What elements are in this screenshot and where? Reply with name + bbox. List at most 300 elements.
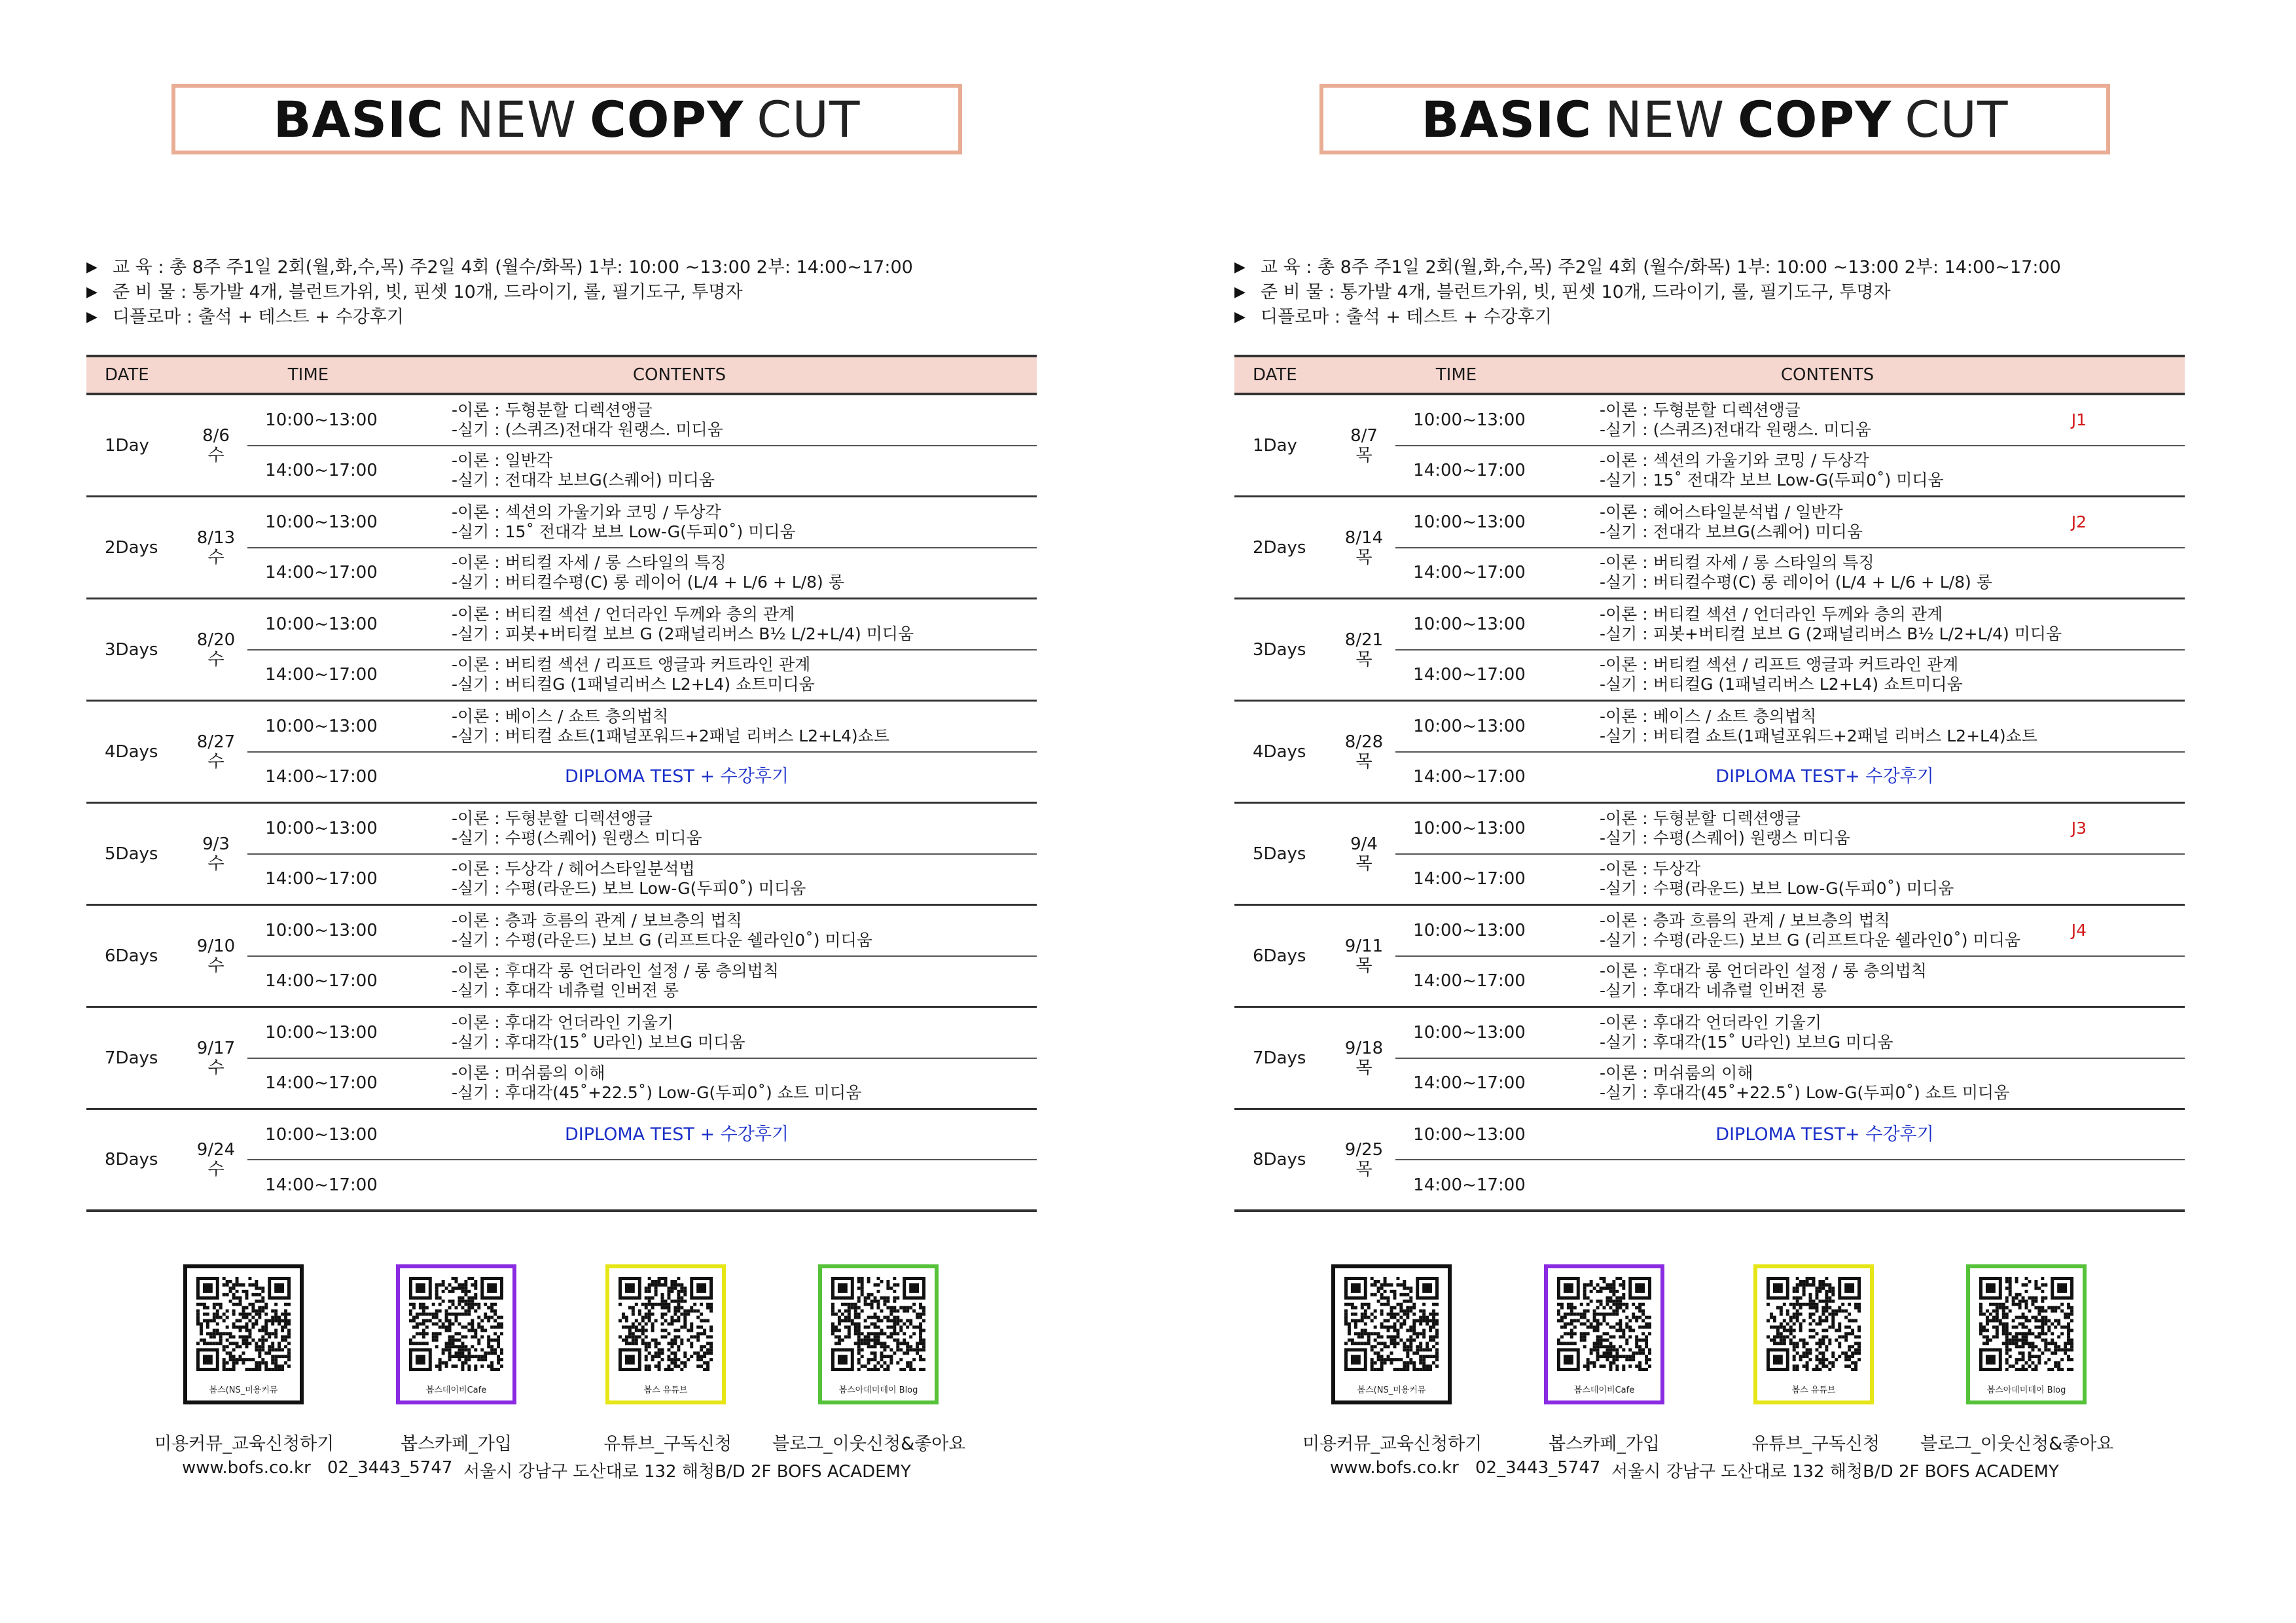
session-contents — [395, 553, 1037, 592]
session-contents — [1543, 401, 2185, 440]
content-line: -실기 : 버티컬G (1패널리버스 L2+L4) 쇼트미디움 — [452, 675, 815, 694]
content-line: -이론 : 두형분할 디렉션앵글 — [452, 400, 653, 419]
info-line — [1234, 255, 2203, 280]
session-time: 10:00~13:00 — [265, 716, 378, 736]
session-contents — [1543, 859, 2185, 899]
title-word-new: NEW — [457, 90, 577, 149]
info-text: 준 비 물 : 통가발 4개, 블런트가위, 빗, 핀셋 10개, 드라이기, 롤, 필기도구, 투명자 — [113, 282, 743, 302]
content-line: -이론 : 버티컬 섹션 / 리프트 앵글과 커트라인 관계 — [1600, 655, 1959, 675]
content-line: -이론 : 후대각 롱 언더라인 설정 / 롱 층의법칙 — [1600, 961, 1927, 981]
session-contents — [395, 1063, 1037, 1103]
qr-code-icon — [831, 1275, 925, 1373]
date-value: 9/18 — [1344, 1038, 1384, 1058]
session-contents — [1543, 809, 2185, 848]
content-line: -실기 : 수평(스퀘어) 원랭스 미디움 — [452, 828, 702, 847]
table-row — [86, 395, 1037, 497]
content-line: -이론 : 두형분할 디렉션앵글 — [1600, 400, 1801, 419]
qr-caption: 봅스데이비Cafe — [1573, 1385, 1635, 1395]
weekday-value: 목 — [1355, 547, 1372, 567]
content-line: -실기 : 후대각 네츄럴 인버젼 롱 — [1600, 981, 1827, 1001]
session-time: 10:00~13:00 — [265, 410, 378, 430]
date-cell — [185, 804, 247, 904]
header-date: DATE — [105, 365, 149, 385]
qr-code-icon — [1557, 1275, 1651, 1373]
content-line: -이론 : 헤어스타일분석법 / 일반각 — [1600, 502, 1843, 522]
diploma-test-text: DIPLOMA TEST+ 수강후기 — [1715, 1124, 1934, 1145]
triangle-bullet-icon: ▶ — [1234, 309, 1246, 325]
session-row — [247, 446, 1037, 496]
date-value: 8/27 — [196, 732, 236, 752]
table-row — [1234, 1008, 2185, 1110]
session-row — [1395, 957, 2185, 1007]
session-row — [1395, 855, 2185, 904]
session-time: 14:00~17:00 — [1413, 665, 1526, 685]
table-row — [1234, 1110, 2185, 1212]
qr-label-link[interactable]: 봅스카페_가입 — [1549, 1434, 1660, 1454]
content-line: -이론 : 층과 흐름의 관계 / 보브층의 법칙 — [452, 910, 742, 930]
title-word-copy: COPY — [1738, 90, 1892, 149]
qr-label-link[interactable]: 블로그_이웃신청&좋아요 — [772, 1434, 966, 1454]
session-contents — [1543, 707, 2185, 746]
content-line: -실기 : 전대각 보브G(스퀘어) 미디움 — [1600, 522, 1863, 541]
weekday-value: 수 — [207, 751, 224, 772]
qr-label-link[interactable]: 유튜브_구독신청 — [603, 1434, 732, 1454]
session-time: 10:00~13:00 — [1413, 614, 1526, 634]
date-value: 8/13 — [196, 527, 236, 548]
footer-address: 서울시 강남구 도산대로 132 해청B/D 2F BOFS ACADEMY — [1611, 1462, 2059, 1482]
content-line: -이론 : 베이스 / 쇼트 층의법칙 — [452, 706, 669, 726]
session-time: 14:00~17:00 — [265, 971, 378, 991]
qr-code[interactable] — [1966, 1264, 2087, 1404]
diploma-test-text: DIPLOMA TEST+ 수강후기 — [1715, 766, 1934, 787]
triangle-bullet-icon: ▶ — [1234, 284, 1246, 300]
session-time: 14:00~17:00 — [1413, 767, 1526, 787]
table-row — [86, 1008, 1037, 1110]
qr-caption: 봅스 유튜브 — [643, 1385, 688, 1395]
date-value: 8/7 — [1350, 425, 1378, 446]
date-cell — [1333, 702, 1395, 802]
session-row — [1395, 395, 2185, 446]
qr-caption: 봅스(NS_미용커뮤 — [1357, 1385, 1426, 1395]
title-word-new: NEW — [1605, 90, 1725, 149]
table-row — [86, 702, 1037, 804]
date-value: 9/17 — [196, 1038, 236, 1058]
qr-code[interactable] — [1331, 1264, 1452, 1404]
weekday-value: 수 — [207, 955, 224, 976]
content-line: -이론 : 층과 흐름의 관계 / 보브층의 법칙 — [1600, 910, 1890, 930]
course-info — [1234, 255, 2203, 330]
weekday-value: 목 — [1355, 1160, 1372, 1179]
session-time: 14:00~17:00 — [265, 1073, 378, 1094]
session-row — [1395, 651, 2185, 700]
schedule-table — [86, 355, 1037, 1212]
content-line: -이론 : 머쉬룸의 이해 — [1600, 1063, 1753, 1083]
session-contents — [395, 911, 1037, 950]
session-time: 14:00~17:00 — [265, 1175, 378, 1195]
content-line: -이론 : 두형분할 디렉션앵글 — [452, 808, 653, 828]
weekday-value: 수 — [207, 547, 224, 567]
weekday-value: 목 — [1355, 751, 1372, 772]
session-tag: J4 — [2071, 921, 2087, 940]
content-line: -실기 : 후대각(15˚ U라인) 보브G 미디움 — [452, 1032, 745, 1052]
qr-label-link[interactable]: 미용커뮤_교육신청하기 — [1302, 1434, 1482, 1454]
session-time: 14:00~17:00 — [265, 767, 378, 787]
sessions — [1395, 1110, 2185, 1209]
weekday-value: 수 — [207, 445, 224, 465]
session-contents — [395, 655, 1037, 694]
content-line: -실기 : 버티컬 쇼트(1패널포워드+2패널 리버스 L2+L4)쇼트 — [452, 726, 889, 745]
content-line: -실기 : 버티컬 쇼트(1패널포워드+2패널 리버스 L2+L4)쇼트 — [1600, 726, 2037, 745]
footer-website[interactable]: www.bofs.co.kr — [182, 1458, 311, 1478]
session-contents — [395, 503, 1037, 542]
session-time: 10:00~13:00 — [265, 1124, 378, 1145]
table-row — [86, 497, 1037, 599]
qr-caption: 봅스데이비Cafe — [425, 1385, 487, 1395]
qr-label-link[interactable]: 유튜브_구독신청 — [1751, 1434, 1880, 1454]
title-word-basic: BASIC — [273, 90, 444, 149]
info-line — [86, 255, 1055, 280]
sessions — [247, 497, 1037, 597]
page-right — [1148, 0, 2296, 1623]
footer-phone: 02_3443_5747 — [327, 1458, 453, 1478]
sessions — [247, 804, 1037, 904]
course-info — [86, 255, 1055, 330]
session-row — [1395, 906, 2185, 957]
triangle-bullet-icon: ▶ — [1234, 259, 1246, 276]
session-row — [247, 548, 1037, 598]
date-value: 9/25 — [1344, 1140, 1384, 1160]
content-line: -이론 : 버티컬 섹션 / 언더라인 두께와 층의 관계 — [1600, 604, 1943, 624]
session-tag: J2 — [2071, 512, 2087, 532]
session-row — [1395, 804, 2185, 855]
content-line: -실기 : 후대각(15˚ U라인) 보브G 미디움 — [1600, 1032, 1893, 1052]
table-row — [1234, 804, 2185, 906]
session-row — [247, 497, 1037, 548]
session-contents — [1543, 1063, 2185, 1103]
header-date: DATE — [1253, 365, 1297, 385]
session-row — [247, 1008, 1037, 1059]
session-row — [1395, 1110, 2185, 1160]
day-label: 3Days — [105, 639, 158, 660]
session-row — [1395, 1059, 2185, 1109]
table-row — [86, 906, 1037, 1008]
qr-label-link[interactable]: 미용커뮤_교육신청하기 — [154, 1434, 334, 1454]
qr-caption: 봅스아데미데이 Blog — [838, 1385, 918, 1395]
qr-code[interactable] — [183, 1264, 304, 1404]
content-line: -이론 : 섹션의 가울기와 코밍 / 두상각 — [1600, 451, 1869, 471]
qr-labels — [0, 1429, 1148, 1453]
date-cell — [1333, 497, 1395, 597]
day-label: 8Days — [105, 1150, 158, 1169]
title-word-basic: BASIC — [1421, 90, 1592, 149]
session-time: 10:00~13:00 — [1413, 920, 1526, 940]
date-value: 8/28 — [1344, 732, 1384, 752]
table-row — [1234, 599, 2185, 702]
session-time: 10:00~13:00 — [265, 920, 378, 940]
content-line: -실기 : 수평(라운드) 보브 Low-G(두피0˚) 미디움 — [452, 879, 806, 899]
qr-code-icon — [196, 1275, 291, 1373]
session-contents — [1543, 553, 2185, 592]
weekday-value: 수 — [207, 1160, 224, 1179]
session-row — [247, 395, 1037, 446]
sessions — [1395, 395, 2185, 495]
day-label: 7Days — [105, 1048, 158, 1068]
day-label: 1Day — [1253, 435, 1297, 455]
session-contents — [1543, 605, 2185, 644]
table-row — [1234, 906, 2185, 1008]
table-row — [86, 804, 1037, 906]
content-line: -이론 : 후대각 언더라인 기울기 — [452, 1012, 674, 1032]
qr-code[interactable] — [1753, 1264, 1874, 1404]
qr-code[interactable] — [396, 1264, 516, 1404]
qr-label-link[interactable]: 블로그_이웃신청&좋아요 — [1920, 1434, 2114, 1454]
session-row — [247, 599, 1037, 651]
title-word-cut: CUT — [1905, 90, 2009, 149]
weekday-value: 목 — [1355, 1058, 1372, 1078]
title-word-copy: COPY — [590, 90, 744, 149]
diploma-test-text: DIPLOMA TEST + 수강후기 — [564, 1124, 789, 1145]
session-row — [1395, 1160, 2185, 1209]
weekday-value: 목 — [1355, 853, 1372, 874]
date-value: 9/3 — [202, 834, 230, 854]
content-line: -실기 : 버티컬수평(C) 롱 레이어 (L/4 + L/6 + L/8) 롱 — [452, 573, 844, 592]
date-value: 9/24 — [196, 1140, 236, 1160]
content-line: -실기 : 후대각 네츄럴 인버젼 롱 — [452, 981, 679, 1001]
table-row — [1234, 395, 2185, 497]
content-line: -실기 : 피봇+버티컬 보브 G (2패널리버스 B½ L/2+L/4) 미디움 — [1600, 624, 2062, 643]
session-time: 14:00~17:00 — [265, 563, 378, 583]
date-value: 8/14 — [1344, 527, 1384, 548]
content-line: -실기 : 피봇+버티컬 보브 G (2패널리버스 B½ L/2+L/4) 미디움 — [452, 624, 914, 643]
session-row — [247, 1110, 1037, 1160]
table-row — [1234, 702, 2185, 804]
sessions — [247, 395, 1037, 495]
qr-code-icon — [619, 1275, 713, 1373]
qr-label-link[interactable]: 봅스카페_가입 — [401, 1434, 512, 1454]
session-time: 14:00~17:00 — [265, 665, 378, 685]
session-row — [247, 906, 1037, 957]
content-line: -실기 : 수평(라운드) 보브 G (리프트다운 쉘라인0˚) 미디움 — [452, 930, 872, 950]
session-row — [247, 855, 1037, 904]
weekday-value: 수 — [207, 853, 224, 874]
date-cell — [185, 395, 247, 495]
qr-caption: 봅스아데미데이 Blog — [1986, 1385, 2066, 1395]
info-text: 교 육 : 총 8주 주1일 2회(월,화,수,목) 주2일 4회 (월수/화목) 1부: 10:00 ~13:00 2부: 14:00~17:00 — [113, 257, 913, 277]
content-line: -이론 : 버티컬 섹션 / 리프트 앵글과 커트라인 관계 — [452, 655, 811, 675]
content-line: -실기 : 후대각(45˚+22.5˚) Low-G(두피0˚) 쇼트 미디움 — [1600, 1083, 2010, 1103]
session-time: 14:00~17:00 — [1413, 563, 1526, 583]
session-contents — [1543, 1013, 2185, 1052]
content-line: -실기 : 버티컬수평(C) 롱 레이어 (L/4 + L/6 + L/8) 롱 — [1600, 573, 1992, 592]
session-time: 10:00~13:00 — [1413, 818, 1526, 838]
qr-code[interactable] — [1544, 1264, 1664, 1404]
info-text: 디플로마 : 출석 + 테스트 + 수강후기 — [1261, 307, 1552, 327]
day-label: 4Days — [105, 741, 158, 762]
session-time: 14:00~17:00 — [1413, 461, 1526, 481]
session-time: 14:00~17:00 — [1413, 1073, 1526, 1094]
info-text: 준 비 물 : 통가발 4개, 블런트가위, 빗, 핀셋 10개, 드라이기, 롤, 필기도구, 투명자 — [1261, 282, 1891, 302]
table-header — [1234, 355, 2185, 395]
weekday-value: 목 — [1355, 649, 1372, 669]
table-header — [86, 355, 1037, 395]
qr-code[interactable] — [818, 1264, 939, 1404]
qr-code-icon — [1979, 1275, 2073, 1373]
session-contents — [395, 859, 1037, 899]
sessions — [1395, 702, 2185, 802]
triangle-bullet-icon: ▶ — [86, 284, 98, 300]
day-label: 2Days — [105, 537, 158, 558]
session-row — [1395, 497, 2185, 548]
table-row — [86, 599, 1037, 702]
info-line — [1234, 305, 2203, 330]
content-line: -이론 : 두상각 — [1600, 859, 1701, 879]
date-cell — [185, 702, 247, 802]
session-row — [247, 1160, 1037, 1209]
page-title — [171, 84, 962, 154]
session-time: 10:00~13:00 — [265, 1022, 378, 1043]
date-cell — [1333, 906, 1395, 1006]
day-label: 8Days — [1253, 1150, 1306, 1169]
content-line: -이론 : 후대각 언더라인 기울기 — [1600, 1012, 1822, 1032]
session-row — [247, 1059, 1037, 1109]
date-value: 8/6 — [202, 425, 230, 446]
session-row — [247, 702, 1037, 753]
header-time: TIME — [287, 365, 329, 385]
day-label: 2Days — [1253, 537, 1306, 558]
session-contents — [395, 605, 1037, 644]
qr-caption: 봅스(NS_미용커뮤 — [209, 1385, 278, 1395]
table-row — [86, 1110, 1037, 1212]
page-title — [1319, 84, 2110, 154]
content-line: -이론 : 버티컬 자세 / 롱 스타일의 특징 — [1600, 553, 1874, 573]
session-contents — [395, 961, 1037, 1001]
qr-code-icon — [1344, 1275, 1439, 1373]
session-time: 10:00~13:00 — [265, 818, 378, 838]
sessions — [1395, 1008, 2185, 1108]
session-contents — [395, 1013, 1037, 1052]
session-tag: J3 — [2071, 819, 2087, 838]
weekday-value: 수 — [207, 1058, 224, 1078]
session-row — [1395, 446, 2185, 496]
content-line: -실기 : 수평(스퀘어) 원랭스 미디움 — [1600, 828, 1850, 847]
content-line: -실기 : 15˚ 전대각 보브 Low-G(두피0˚) 미디움 — [452, 522, 796, 541]
session-row — [247, 804, 1037, 855]
footer-phone: 02_3443_5747 — [1475, 1458, 1601, 1478]
session-time: 14:00~17:00 — [1413, 869, 1526, 889]
day-label: 6Days — [1253, 946, 1306, 966]
date-value: 9/4 — [1350, 834, 1378, 854]
content-line: -이론 : 섹션의 가울기와 코밍 / 두상각 — [452, 502, 721, 522]
content-line: -이론 : 베이스 / 쇼트 층의법칙 — [1600, 706, 1817, 726]
info-line — [86, 280, 1055, 305]
content-line: -이론 : 두상각 / 헤어스타일분석법 — [452, 859, 695, 879]
session-contents — [1543, 451, 2185, 490]
date-value: 8/21 — [1344, 630, 1384, 650]
session-row — [247, 753, 1037, 802]
content-line: -이론 : 두형분할 디렉션앵글 — [1600, 808, 1801, 828]
sessions — [1395, 599, 2185, 700]
qr-code-row — [1148, 1264, 2296, 1415]
date-value: 8/20 — [196, 630, 236, 650]
schedule-table — [1234, 355, 2185, 1212]
session-row — [247, 957, 1037, 1007]
date-cell — [1333, 599, 1395, 700]
content-line: -실기 : (스퀴즈)전대각 원랭스. 미디움 — [452, 419, 723, 439]
date-cell — [185, 497, 247, 597]
sessions — [1395, 497, 2185, 597]
content-line: -실기 : (스퀴즈)전대각 원랭스. 미디움 — [1600, 419, 1871, 439]
header-contents: CONTENTS — [632, 365, 726, 385]
date-value: 9/11 — [1344, 936, 1384, 956]
sessions — [247, 1110, 1037, 1209]
date-cell — [1333, 395, 1395, 495]
session-time: 14:00~17:00 — [265, 869, 378, 889]
session-row — [1395, 753, 2185, 802]
triangle-bullet-icon: ▶ — [86, 309, 98, 325]
day-label: 5Days — [1253, 844, 1306, 864]
date-value: 9/10 — [196, 936, 236, 956]
session-row — [1395, 548, 2185, 598]
weekday-value: 목 — [1355, 955, 1372, 976]
footer-address: 서울시 강남구 도산대로 132 해청B/D 2F BOFS ACADEMY — [463, 1462, 911, 1482]
session-contents — [395, 809, 1037, 848]
session-time: 10:00~13:00 — [1413, 1022, 1526, 1043]
sessions — [247, 1008, 1037, 1108]
session-tag: J1 — [2071, 410, 2087, 430]
content-line: -이론 : 후대각 롱 언더라인 설정 / 롱 층의법칙 — [452, 961, 779, 981]
content-line: -실기 : 후대각(45˚+22.5˚) Low-G(두피0˚) 쇼트 미디움 — [452, 1083, 862, 1103]
footer — [1148, 1458, 2296, 1482]
date-cell — [185, 906, 247, 1006]
sessions — [247, 702, 1037, 802]
content-line: -이론 : 버티컬 자세 / 롱 스타일의 특징 — [452, 553, 726, 573]
date-cell — [185, 1008, 247, 1108]
session-row — [1395, 1008, 2185, 1059]
session-time: 10:00~13:00 — [1413, 410, 1526, 430]
day-label: 3Days — [1253, 639, 1306, 660]
session-contents — [395, 451, 1037, 490]
title-word-cut: CUT — [757, 90, 861, 149]
sessions — [247, 599, 1037, 700]
content-line: -실기 : 전대각 보브G(스퀘어) 미디움 — [452, 471, 715, 490]
triangle-bullet-icon: ▶ — [86, 259, 98, 276]
day-label: 7Days — [1253, 1048, 1306, 1068]
session-contents — [395, 401, 1037, 440]
content-line: -실기 : 버티컬G (1패널리버스 L2+L4) 쇼트미디움 — [1600, 675, 1963, 694]
day-label: 6Days — [105, 946, 158, 966]
content-line: -실기 : 수평(라운드) 보브 Low-G(두피0˚) 미디움 — [1600, 879, 1954, 899]
footer-website[interactable]: www.bofs.co.kr — [1330, 1458, 1459, 1478]
content-line: -이론 : 일반각 — [452, 451, 553, 471]
qr-code-row — [0, 1264, 1148, 1415]
session-contents — [395, 707, 1037, 746]
weekday-value: 목 — [1355, 445, 1372, 465]
session-time: 10:00~13:00 — [265, 512, 378, 532]
info-text: 디플로마 : 출석 + 테스트 + 수강후기 — [113, 307, 404, 327]
content-line: -실기 : 15˚ 전대각 보브 Low-G(두피0˚) 미디움 — [1600, 471, 1944, 490]
day-label: 4Days — [1253, 741, 1306, 762]
info-line — [1234, 280, 2203, 305]
diploma-test-text: DIPLOMA TEST + 수강후기 — [564, 766, 789, 787]
qr-code[interactable] — [605, 1264, 726, 1404]
header-contents: CONTENTS — [1780, 365, 1874, 385]
date-cell — [185, 1110, 247, 1209]
date-cell — [1333, 1008, 1395, 1108]
date-cell — [1333, 804, 1395, 904]
session-time: 14:00~17:00 — [1413, 1175, 1526, 1195]
session-contents — [1543, 503, 2185, 542]
session-contents — [1543, 911, 2185, 950]
